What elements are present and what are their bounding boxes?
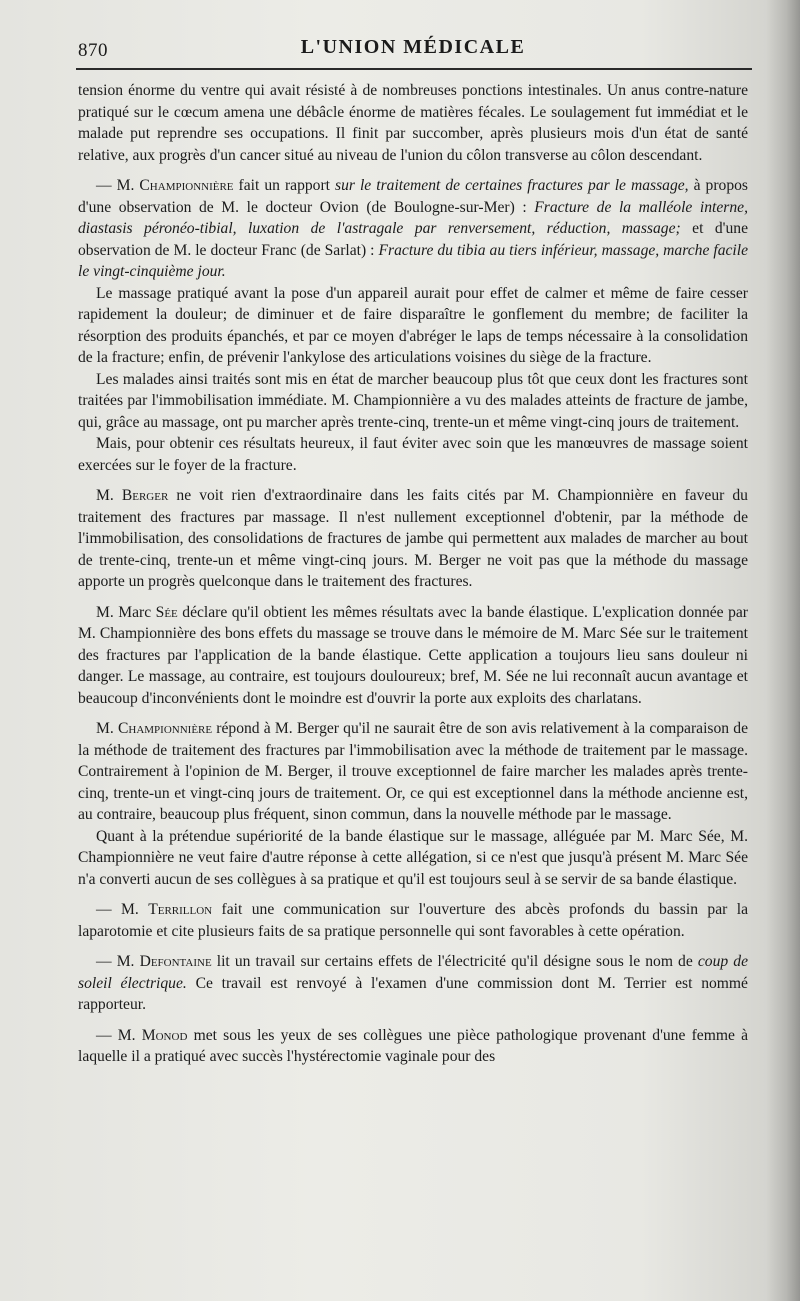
p10-text: fait une communication sur l'ouverture des abcès profonds du bassin par la laparotomie et cite plusieurs faits de sa pratique personnelle qui sont favorables à cette opération.: [78, 901, 749, 940]
p6-text: ne voit rien d'extraordinaire dans les faits cités par M. Championnière en faveur du traitement des fractures par massage. Il n'est nullement exceptionnel d'obtenir, par la méthode de l'immobilisation, des consolidations de fractures de jambe qui permettent aux malades de marcher au bout de trente-cinq, trente-un et même vingt-cinq jours. M. Berger ne voit pas que la méthode du massage apporte un progrès quelconque dans le traitement des fractures.: [78, 487, 748, 590]
speaker-name: Championnière: [117, 720, 213, 737]
p11-text-1: lit un travail sur certains effets de l'électricité qu'il désigne sous le nom de: [211, 953, 698, 970]
paragraph-1: tension énorme du ventre qui avait résisté à de nombreuses ponctions intestinales. Un anus contre-nature pratiqué sur le cœcum amena une débâcle énorme de matières fécales. Le soulagement fut immédiat et le malade put reprendre ses occupations. Il finit par succomber, après plusieurs mois d'un état de santé relative, aux progrès d'un cancer situé au niveau de l'union du côlon transverse au côlon descendant.: [78, 82, 748, 164]
paragraph-2: [78, 175, 748, 283]
page-number: 870: [78, 40, 108, 61]
paragraph-11: [78, 951, 748, 1016]
p7-lead: M. Marc: [96, 603, 156, 621]
p11-lead: — M.: [96, 953, 140, 970]
speaker-name: Berger: [121, 487, 169, 504]
p2-italic-1: sur le traitement de certaines fractures par le massage,: [335, 177, 689, 194]
paragraph-3: Le massage pratiqué avant la pose d'un appareil aurait pour effet de calmer et même de faire cesser rapidement la douleur; de diminuer et de faire disparaître le gonflement du membre; de faciliter la résorption des produits épanchés, et par ce moyen d'abréger le laps de temps nécessaire à la consolidation de la fracture; enfin, de prévenir l'ankylose des articulations voisines du siège de la fracture.: [78, 284, 748, 366]
p2-text-3: et d'une observation de M. le docteur Franc (de Sarlat) :: [78, 220, 748, 259]
paragraph-6: [78, 485, 748, 593]
header-rule: [76, 68, 752, 70]
p11-italic-1: coup de soleil électrique.: [78, 953, 749, 992]
speaker-name: Monod: [141, 1026, 188, 1044]
p2-italic-2: Fracture de la malléole interne, diastasis péronéo-tibial, luxation de l'astragale par renversement, réduction, massage;: [78, 198, 748, 237]
paragraph-12: [78, 1025, 748, 1068]
p10-lead: — M.: [96, 901, 149, 918]
paragraph-4: Les malades ainsi traités sont mis en état de marcher beaucoup plus tôt que ceux dont les fractures sont traitées par l'immobilisation immédiate. M. Championnière a vu des malades atteints de fracture de jambe, qui, grâce au massage, ont pu marcher après trente-cinq, trente-un et même vingt-cinq jours de traitement.: [78, 370, 748, 431]
p12-lead: — M.: [96, 1026, 142, 1044]
p6-lead: M.: [96, 487, 122, 504]
article-body: [78, 80, 748, 1068]
page-header: [78, 30, 748, 70]
p8-text: répond à M. Berger qu'il ne saurait être de son avis relativement à la comparaison de la méthode de traitement des fractures par l'immobilisation avec la méthode de traitement par le massage. Contrairement à l'opinion de M. Berger, il trouve exceptionnel de faire marcher les malades après trente-cinq, trente-un et vingt-cinq jours de traitement. Or, ce qui est exceptionnel dans la méthode ancienne est, au contraire, beaucoup plus fréquent, sinon commun, dans la nouvelle méthode par le massage.: [78, 720, 748, 823]
p2-italic-3: Fracture du tibia au tiers inférieur, massage, marche facile le vingt-cinquième jour.: [78, 241, 748, 280]
paragraph-8: [78, 718, 748, 826]
running-title: L'UNION MÉDICALE: [300, 36, 526, 58]
p2-lead: — M.: [96, 177, 140, 194]
paragraph-9: Quant à la prétendue supériorité de la bande élastique sur le massage, alléguée par M. Marc Sée, M. Championnière ne veut faire d'autre réponse à cette allégation, si ce n'est que jusqu'à présent M. Marc Sée n'a converti aucun de ses collègues à sa pratique et qu'il est toujours seul à se servir de sa bande élastique.: [78, 827, 748, 888]
p8-lead: M.: [96, 720, 118, 737]
p12-text: met sous les yeux de ses collègues une pièce pathologique provenant d'une femme à laquelle il a pratiqué avec succès l'hystérectomie vaginale pour des: [78, 1026, 748, 1065]
speaker-name: Defontaine: [139, 953, 212, 970]
p7-text: déclare qu'il obtient les mêmes résultats avec la bande élastique. L'explication donnée par M. Championnière des bons effets du massage se trouve dans le mémoire de M. Marc Sée sur le traitement des fractures par l'application de la bande élastique. Cette application a toujours lieu sans douleur ni danger. Le massage, au contraire, est toujours douloureux; bref, M. Sée ne lui reconnaît aucun avantage et beaucoup d'inconvénients dont le moindre est d'ouvrir la porte aux exploits des charlatans.: [78, 603, 748, 707]
speaker-name: Championnière: [139, 177, 234, 194]
page-edge-shadow: [766, 0, 800, 1301]
p2-text-1: fait un rapport: [233, 177, 336, 194]
speaker-name: Sée: [155, 603, 178, 621]
paragraph-10: [78, 899, 748, 942]
p11-text-2: Ce travail est renvoyé à l'examen d'une commission dont M. Terrier est nommé rapporteur.: [78, 974, 748, 1013]
paragraph-7: [78, 602, 748, 710]
speaker-name: Terrillon: [148, 901, 213, 918]
p2-text-2: à propos d'une observation de M. le docteur Ovion (de Boulogne-sur-Mer) :: [78, 177, 749, 216]
paragraph-5: Mais, pour obtenir ces résultats heureux, il faut éviter avec soin que les manœuvres de massage soient exercées sur le foyer de la fracture.: [78, 435, 748, 474]
